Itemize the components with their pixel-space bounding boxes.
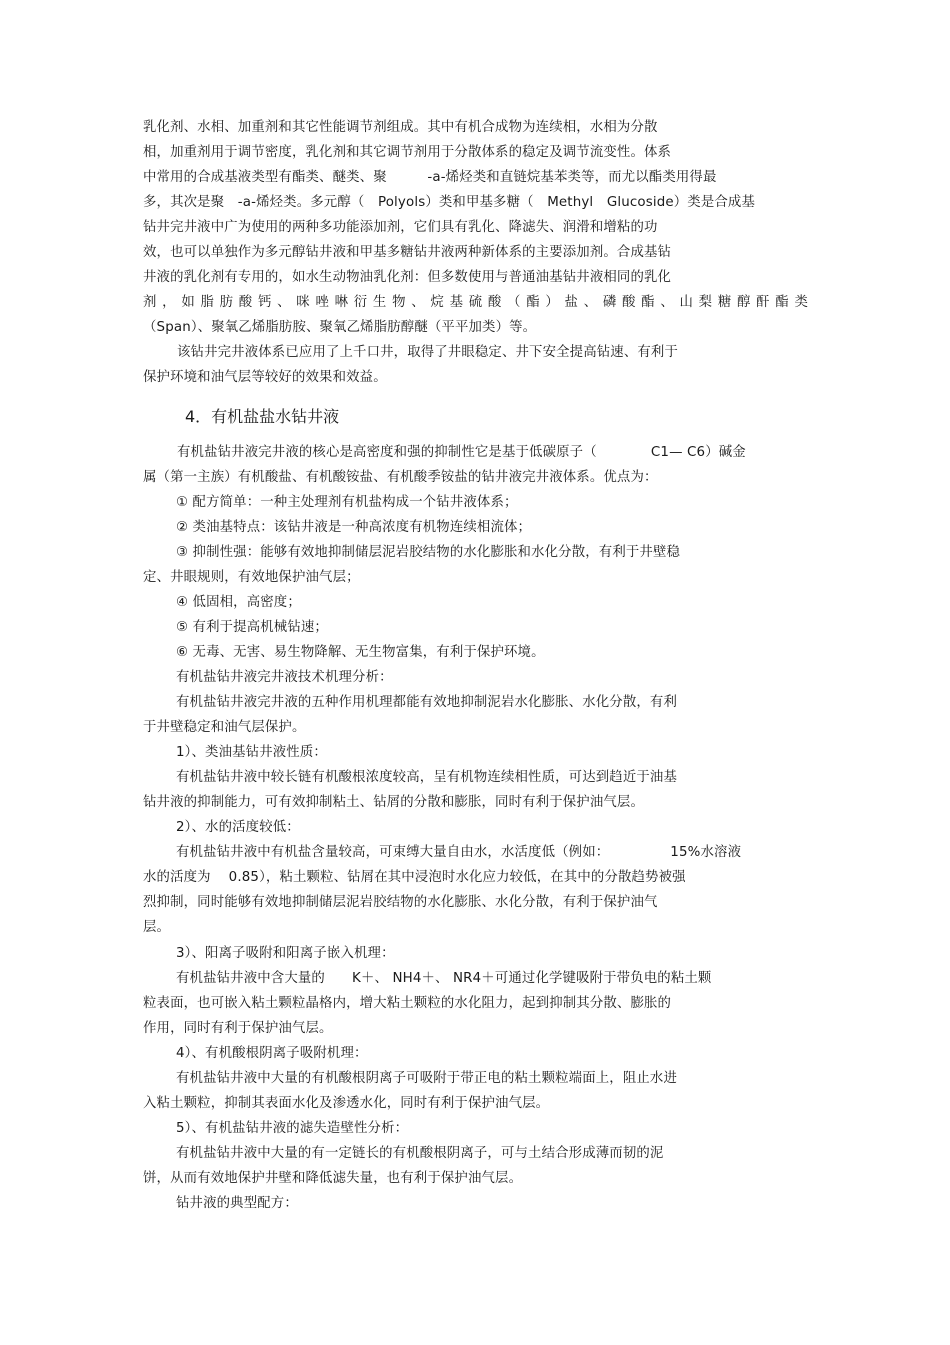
list-item: ⑥ 无毒、无害、易生物降解、无生物富集，有利于保护环境。 [176, 645, 545, 660]
text-line: 有机盐钻井液中有机盐含量较高，可束缚大量自由水，水活度低（例如： 15%水溶液 [176, 845, 742, 860]
list-item: ③ 抑制性强：能够有效地抑制储层泥岩胶结物的水化膨胀和水化分散，有利于井壁稳 [176, 545, 681, 560]
text-line: 井液的乳化剂有专用的，如水生动物油乳化剂：但多数使用与普通油基钻井液相同的乳化 [143, 270, 672, 285]
text-line: 作用，同时有利于保护油气层。 [143, 1021, 333, 1036]
subsection-title: 3）、阳离子吸附和阳离子嵌入机理： [176, 946, 395, 961]
list-item: ④ 低固相，高密度； [176, 595, 301, 610]
text-line: 该钻井完井液体系已应用了上千口井，取得了井眼稳定、井下安全提高钻速、有利于 [177, 345, 679, 360]
text-line: 有机盐钻井液中较长链有机酸根浓度较高，呈有机物连续相性质，可达到趋近于油基 [176, 770, 678, 785]
text-line: 保护环境和油气层等较好的效果和效益。 [143, 370, 387, 385]
subsection-title: 4）、有机酸根阴离子吸附机理： [176, 1046, 368, 1061]
text-line: 饼，从而有效地保护井壁和降低滤失量，也有利于保护油气层。 [143, 1171, 523, 1186]
subsection-title: 5）、有机盐钻井液的滤失造壁性分析： [176, 1121, 409, 1136]
text-line: 于井壁稳定和油气层保护。 [143, 720, 306, 735]
text-line: （Span）、聚氧乙烯脂肪胺、聚氧乙烯脂肪醇醚（平平加类）等。 [143, 320, 537, 335]
text-line: 有机盐钻井液中含大量的 K＋、 NH4＋、 NR4＋可通过化学键吸附于带负电的粘土颗 [176, 971, 712, 986]
list-item: ① 配方简单：一种主处理剂有机盐构成一个钻井液体系； [176, 495, 518, 510]
text-line: 乳化剂、水相、加重剂和其它性能调节剂组成。其中有机合成物为连续相，水相为分散 [143, 120, 658, 135]
text-line: 水的活度为 0.85），粘土颗粒、钻屑在其中浸泡时水化应力较低，在其中的分散趋势被强 [143, 870, 686, 885]
text-line: 有机盐钻井液完井液的核心是高密度和强的抑制性它是基于低碳原子（ C1— C6）碱金 [177, 445, 746, 460]
text-line: 钻井液的抑制能力，可有效抑制粘土、钻屑的分散和膨胀，同时有利于保护油气层。 [143, 795, 645, 810]
text-line: 入粘土颗粒，抑制其表面水化及渗透水化，同时有利于保护油气层。 [143, 1096, 550, 1111]
subsection-title: 有机盐钻井液完井液技术机理分析： [176, 670, 393, 685]
list-item-continuation: 定、井眼规则，有效地保护油气层； [143, 570, 360, 585]
list-item: ⑤ 有利于提高机械钻速； [176, 620, 328, 635]
subsection-title: 2）、水的活度较低： [176, 820, 300, 835]
text-line: 属（第一主族）有机酸盐、有机酸铵盐、有机酸季铵盐的钻井液完井液体系。优点为： [143, 470, 658, 485]
list-item: ② 类油基特点：该钻井液是一种高浓度有机物连续相流体； [176, 520, 532, 535]
text-line: 多，其次是聚 -a-烯烃类。多元醇（ Polyols）类和甲基多糖（ Methyl Glucoside）类是合成基 [143, 195, 755, 210]
text-line: 有机盐钻井液中大量的有机酸根阴离子可吸附于带正电的粘土颗粒端面上，阻止水进 [176, 1071, 678, 1086]
text-line: 相，加重剂用于调节密度，乳化剂和其它调节剂用于分散体系的稳定及调节流变性。体系 [143, 145, 672, 160]
text-line: 有机盐钻井液中大量的有一定链长的有机酸根阴离子，可与土结合形成薄而韧的泥 [176, 1146, 664, 1161]
text-line: 层。 [143, 920, 171, 935]
text-line: 有机盐钻井液完井液的五种作用机理都能有效地抑制泥岩水化膨胀、水化分散，有利 [176, 695, 678, 710]
subsection-title: 1）、类油基钻井液性质： [176, 745, 327, 760]
subsection-title: 钻井液的典型配方： [176, 1196, 298, 1211]
text-line: 效，也可以单独作为多元醇钻井液和甲基多糖钻井液两种新体系的主要添加剂。合成基钻 [143, 245, 672, 260]
text-line: 钻井完井液中广为使用的两种多功能添加剂，它们具有乳化、降滤失、润滑和增粘的功 [143, 220, 658, 235]
text-line: 中常用的合成基液类型有酯类、醚类、聚 -a-烯烃类和直链烷基苯类等，而尤以酯类用得最 [143, 170, 717, 185]
text-line: 剂，如脂肪酸钙、咪唑啉衍生物、烷基硫酸（酯）盐、磷酸酯、山梨糖醇酐酯类 [143, 295, 808, 310]
text-line: 粒表面，也可嵌入粘土颗粒晶格内，增大粘土颗粒的水化阻力，起到抑制其分散、膨胀的 [143, 996, 672, 1011]
text-line: 烈抑制，同时能够有效地抑制储层泥岩胶结物的水化膨胀、水化分散，有利于保护油气 [143, 895, 658, 910]
section-heading: 4．有机盐盐水钻井液 [185, 407, 340, 426]
